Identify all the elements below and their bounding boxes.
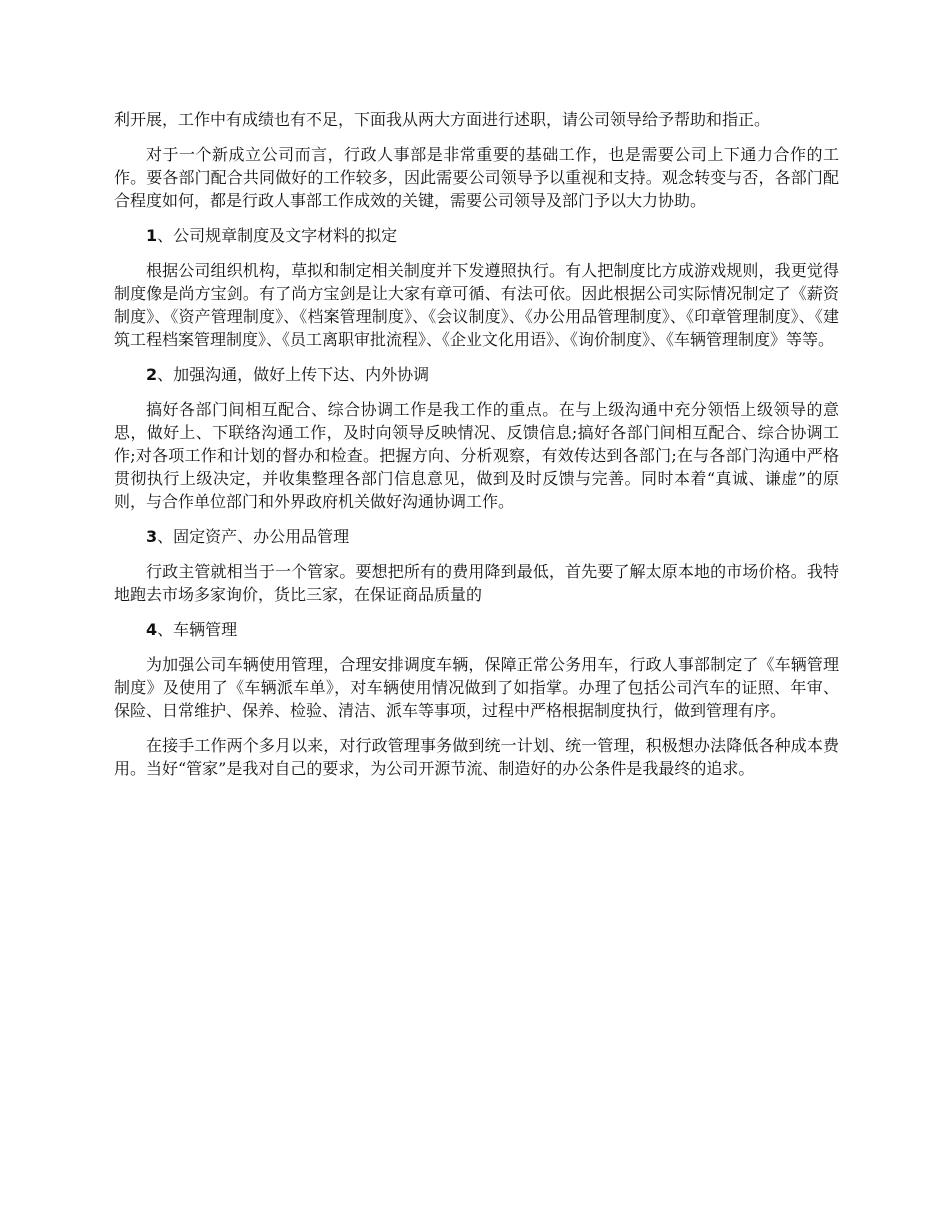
paragraph-overview: 对于一个新成立公司而言，行政人事部是非常重要的基础工作，也是需要公司上下通力合作的工作。要各部门配合共同做好的工作较多，因此需要公司领导予以重视和支持。观念转变与否，各部门配合程度如何，都是行政人事部工作成效的关键，需要公司领导及部门予以大力协助。: [114, 145, 839, 210]
paragraph-regulations: 根据公司组织机构，草拟和制定相关制度并下发遵照执行。有人把制度比方成游戏规则，我更觉得制度像是尚方宝剑。有了尚方宝剑是让大家有章可循、有法可依。因此根据公司实际情况制定了《薪资制度》、《资产管理制度》、《档案管理制度》、《会议制度》、《办公用品管理制度》、《印章管理制度》、《建筑工程档案管理制度》、《员工离职审批流程》、《企业文化用语》、《询价制度》、《车辆管理制度》等等。: [114, 261, 839, 349]
section-number: 2: [146, 365, 158, 384]
section-title: 、固定资产、办公用品管理: [157, 527, 350, 546]
paragraph-conclusion: 在接手工作两个多月以来，对行政管理事务做到统一计划、统一管理，积极想办法降低各种成本费用。当好“管家”是我对自己的要求，为公司开源节流、制造好的办公条件是我最终的追求。: [114, 736, 839, 778]
section-title: 、公司规章制度及文字材料的拟定: [157, 226, 398, 245]
section-heading-4: [114, 618, 839, 641]
section-heading-2: [114, 363, 839, 386]
section-number: 4: [146, 620, 158, 639]
paragraph-communication: 搞好各部门间相互配合、综合协调工作是我工作的重点。在与上级沟通中充分领悟上级领导的意思，做好上、下联络沟通工作，及时向领导反映情况、反馈信息;搞好各部门间相互配合、综合协调工作;对各项工作和计划的督办和检查。把握方向、分析观察，有效传达到各部门;在与各部门沟通中严格贯彻执行上级决定，并收集整理各部门信息意见，做到及时反馈与完善。同时本着“真诚、谦虚”的原则，与合作单位部门和外界政府机关做好沟通协调工作。: [114, 400, 839, 511]
section-heading-3: [114, 525, 839, 548]
document-body: [114, 108, 839, 792]
section-title: 、加强沟通，做好上传下达、内外协调: [157, 365, 430, 384]
paragraph-vehicles: 为加强公司车辆使用管理，合理安排调度车辆，保障正常公务用车，行政人事部制定了《车辆管理制度》及使用了《车辆派车单》，对车辆使用情况做到了如指掌。办理了包括公司汽车的证照、年审、保险、日常维护、保养、检验、清洁、派车等事项，过程中严格根据制度执行，做到管理有序。: [114, 655, 839, 720]
section-number: 1: [146, 226, 158, 245]
paragraph-assets: 行政主管就相当于一个管家。要想把所有的费用降到最低，首先要了解太原本地的市场价格。我特地跑去市场多家询价，货比三家，在保证商品质量的: [114, 562, 839, 604]
section-heading-1: [114, 224, 839, 247]
section-number: 3: [146, 527, 158, 546]
paragraph-intro: 利开展，工作中有成绩也有不足，下面我从两大方面进行述职，请公司领导给予帮助和指正。: [114, 110, 771, 129]
section-title: 、车辆管理: [157, 620, 238, 639]
